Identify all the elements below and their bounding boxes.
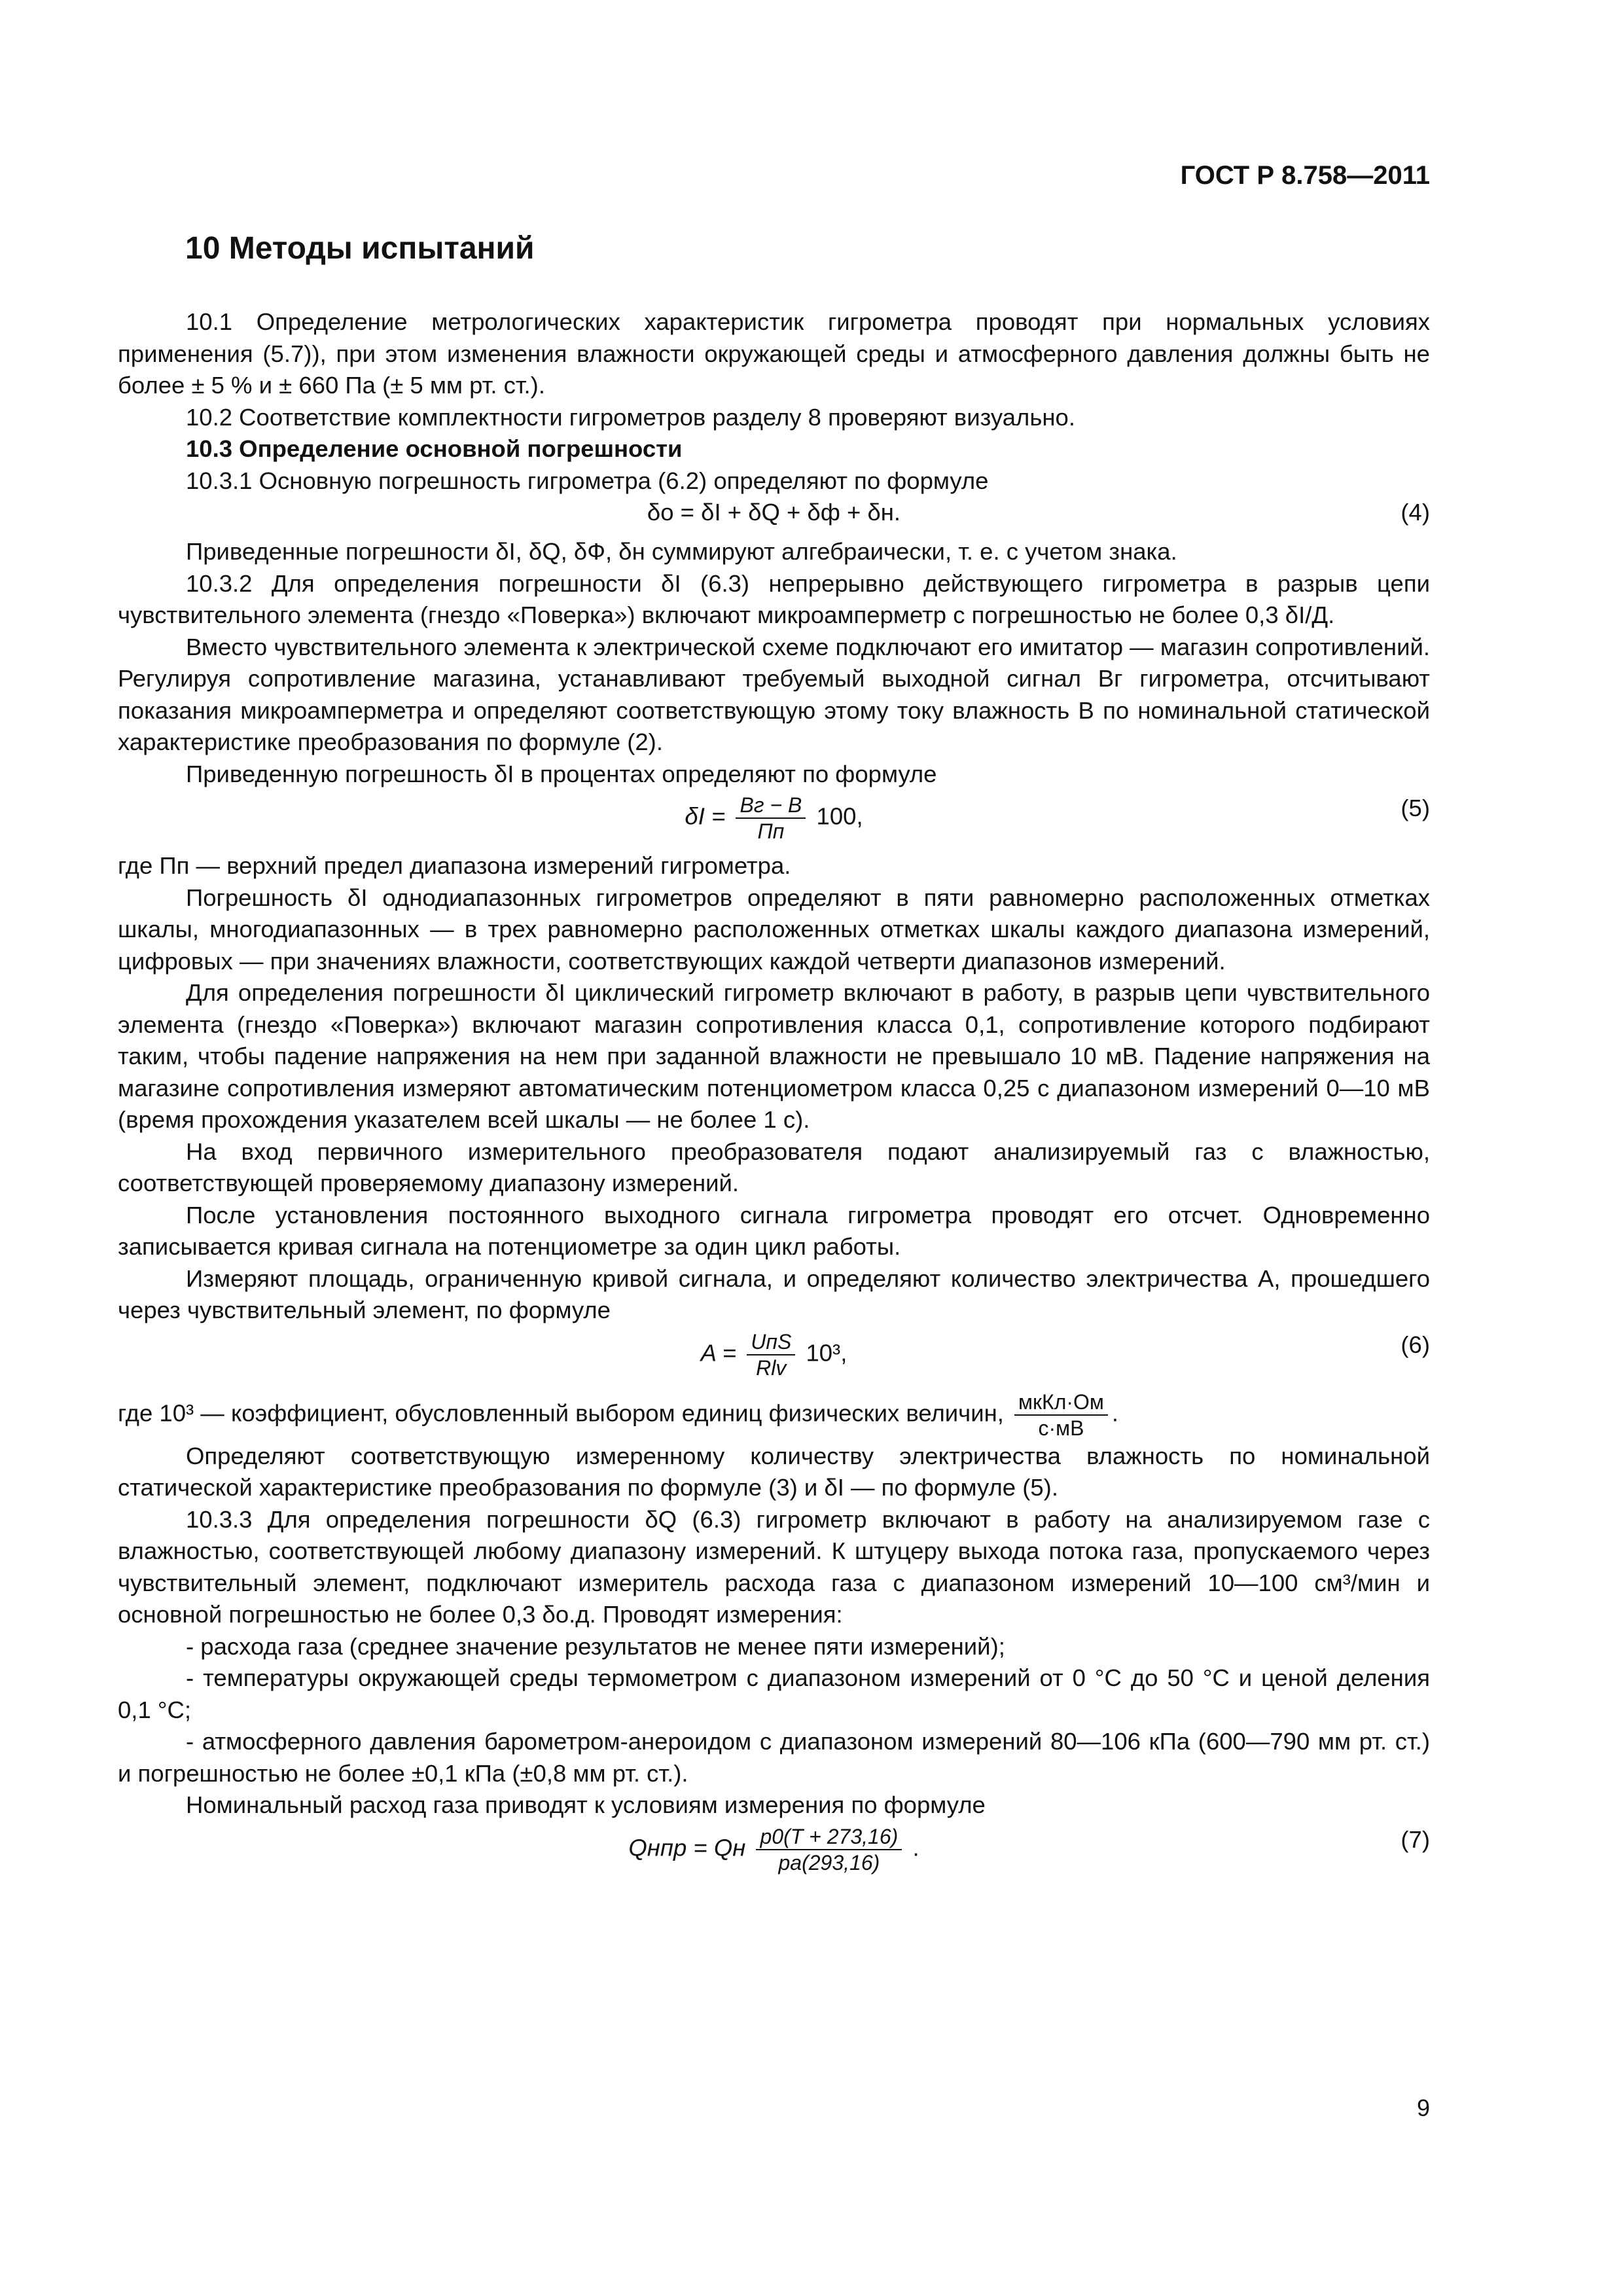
paragraph-where-pp: где Пп — верхний предел диапазона измерений гигрометра.	[118, 852, 791, 879]
list-item-temperature: - температуры окружающей среды термометром с диапазоном измерений от 0 °С до 50 °С и ценой деления 0,1 °С;	[118, 1664, 1430, 1723]
formula-5-number: (5)	[1400, 795, 1430, 821]
unit-fraction	[1014, 1390, 1108, 1441]
subsection-title-10-3: 10.3 Определение основной погрешности	[186, 435, 683, 462]
paragraph-coefficient: где 10³ — коэффициент, обусловленный выбором единиц физических величин, $\frac{\text{мкКл·Ом}}{с\cdot мВ}$ .	[118, 1390, 1119, 1440]
paragraph-reading: После установления постоянного выходного сигнала гигрометра проводят его отсчет. Одновременно записывается кривая сигнала на потенциометре за один цикл работы.	[118, 1201, 1430, 1260]
list-item-pressure: - атмосферного давления барометром-анероидом с диапазоном измерений 80—106 кПа (600—790 мм рт. ст.) и погрешностью не более ±0,1 кПа (±0,8 мм рт. ст.).	[118, 1728, 1430, 1787]
formula-7-number: (7)	[1400, 1825, 1430, 1853]
paragraph-nominal-flow: Номинальный расход газа приводят к условиям измерения по формуле	[186, 1791, 986, 1818]
paragraph-humidity-determination: Определяют соответствующую измеренному количеству электричества влажность по номинальной статической характеристике преобразования по формуле (3) и δI — по формуле (5).	[118, 1442, 1430, 1501]
formula-7-numerator: p0(T + 273,16)	[756, 1824, 902, 1850]
formula-6-fraction	[747, 1329, 795, 1380]
formula-5-rhs: 100,	[816, 802, 863, 830]
formula-7-rhs: .	[912, 1834, 919, 1861]
unit-denominator: с·мВ	[1038, 1416, 1084, 1440]
paragraph-area: Измеряют площадь, ограниченную кривой сигнала, и определяют количество электричества A, прошедшего через чувствительный элемент, по формуле	[118, 1265, 1430, 1323]
coefficient-text: где 10³ — коэффициент, обусловленный выбором единиц физических величин,	[118, 1399, 1004, 1427]
paragraph-cyclic-hygrometer: Для определения погрешности δI циклический гигрометр включают в работу, в разрыв цепи чувствительного элемента (гнездо «Поверка») включают магазин сопротивления класса 0,1, сопротивление которого подбирают таким, чтобы падение напряжения на нем при заданной влажности не превышало 10 мВ. Падение напряжения на магазине сопротивления измеряют автоматическим потенциометром класса 0,25 с диапазоном измерений 0—10 мВ (время прохождения указателем всей шкалы — не более 1 с).	[118, 979, 1430, 1133]
paragraph-10-3-1: 10.3.1 Основную погрешность гигрометра (6.2) определяют по формуле	[186, 467, 989, 494]
formula-5-denominator: Пп	[757, 819, 785, 843]
paragraph-10-3-2: 10.3.2 Для определения погрешности δI (6.3) непрерывно действующего гигрометра в разрыв цепи чувствительного элемента (гнездо «Поверка») включают микроамперметр с погрешностью не более 0,3 δI/Д.	[118, 569, 1430, 628]
formula-5-fraction	[736, 793, 806, 844]
formula-5	[118, 790, 1430, 850]
section-title: 10 Методы испытаний	[185, 231, 535, 266]
paragraph-simulator: Вместо чувствительного элемента к электрической схеме подключают его имитатор — магазин сопротивлений. Регулируя сопротивление магазина, устанавливают требуемый выходной сигнал Bг гигрометра, отсчитывают показания микроамперметра и определяют соответствующую этому току влажность B по номинальной статической характеристике преобразования по формуле (2).	[118, 633, 1430, 755]
formula-6-number: (6)	[1400, 1331, 1430, 1358]
paragraph-10-3-3: 10.3.3 Для определения погрешности δQ (6.3) гигрометр включают в работу на анализируемом газе с влажностью, соответствующей любому диапазону измерений. К штуцеру выхода потока газа, пропускаемого через чувствительный элемент, подключают измеритель расхода газа с диапазоном измерений 10—100 см³/мин и основной погрешностью не более 0,3 δо.д. Проводят измерения:	[118, 1505, 1430, 1628]
body-text	[118, 306, 1430, 1882]
formula-4-number: (4)	[1400, 499, 1430, 526]
formula-7-fraction	[756, 1824, 902, 1875]
page-number: 9	[1416, 2094, 1430, 2121]
formula-6-lhs: A =	[700, 1339, 737, 1367]
formula-7-lhs: Qнпр = Qн	[628, 1834, 746, 1861]
unit-numerator: мкКл·Ом	[1014, 1390, 1108, 1416]
formula-6-denominator: Rlv	[756, 1355, 787, 1380]
formula-6-rhs: 10³,	[806, 1339, 847, 1367]
formula-5-lhs: δI =	[685, 802, 726, 830]
paragraph-reduced-error: Приведенную погрешность δI в процентах определяют по формуле	[186, 760, 937, 787]
paragraph-sum-errors: Приведенные погрешности δI, δQ, δФ, δн суммируют алгебраически, т. е. с учетом знака.	[186, 538, 1177, 565]
paragraph-10-2: 10.2 Соответствие комплектности гигрометров разделу 8 проверяют визуально.	[186, 403, 1075, 431]
formula-5-numerator: Bг − B	[736, 793, 806, 819]
formula-7-denominator: pа(293,16)	[778, 1850, 880, 1874]
paragraph-error-points: Погрешность δI однодиапазонных гигрометров определяют в пяти равномерно расположенных отметках шкалы, многодиапазонных — в трех равномерно расположенных отметках шкалы каждого диапазона измерений, цифровых — при значениях влажности, соответствующих каждой четверти диапазонов измерений.	[118, 884, 1430, 975]
formula-6-numerator: UпS	[747, 1329, 795, 1355]
formula-4	[118, 497, 1430, 536]
formula-6	[118, 1327, 1430, 1387]
paragraph-10-1: 10.1 Определение метрологических характеристик гигрометра проводят при нормальных условиях применения (5.7)), при этом изменения влажности окружающей среды и атмосферного давления должны быть не более ± 5 % и ± 660 Па (± 5 мм рт. ст.).	[118, 308, 1430, 399]
document-id: ГОСТ Р 8.758—2011	[1180, 161, 1430, 190]
list-item-gas-flow: - расхода газа (среднее значение результатов не менее пяти измерений);	[186, 1632, 1005, 1660]
formula-7	[118, 1821, 1430, 1882]
paragraph-gas-input: На вход первичного измерительного преобразователя подают анализируемый газ с влажностью, соответствующей проверяемому диапазону измерений.	[118, 1138, 1430, 1196]
formula-4-expression: δо = δI + δQ + δф + δн.	[647, 499, 901, 526]
